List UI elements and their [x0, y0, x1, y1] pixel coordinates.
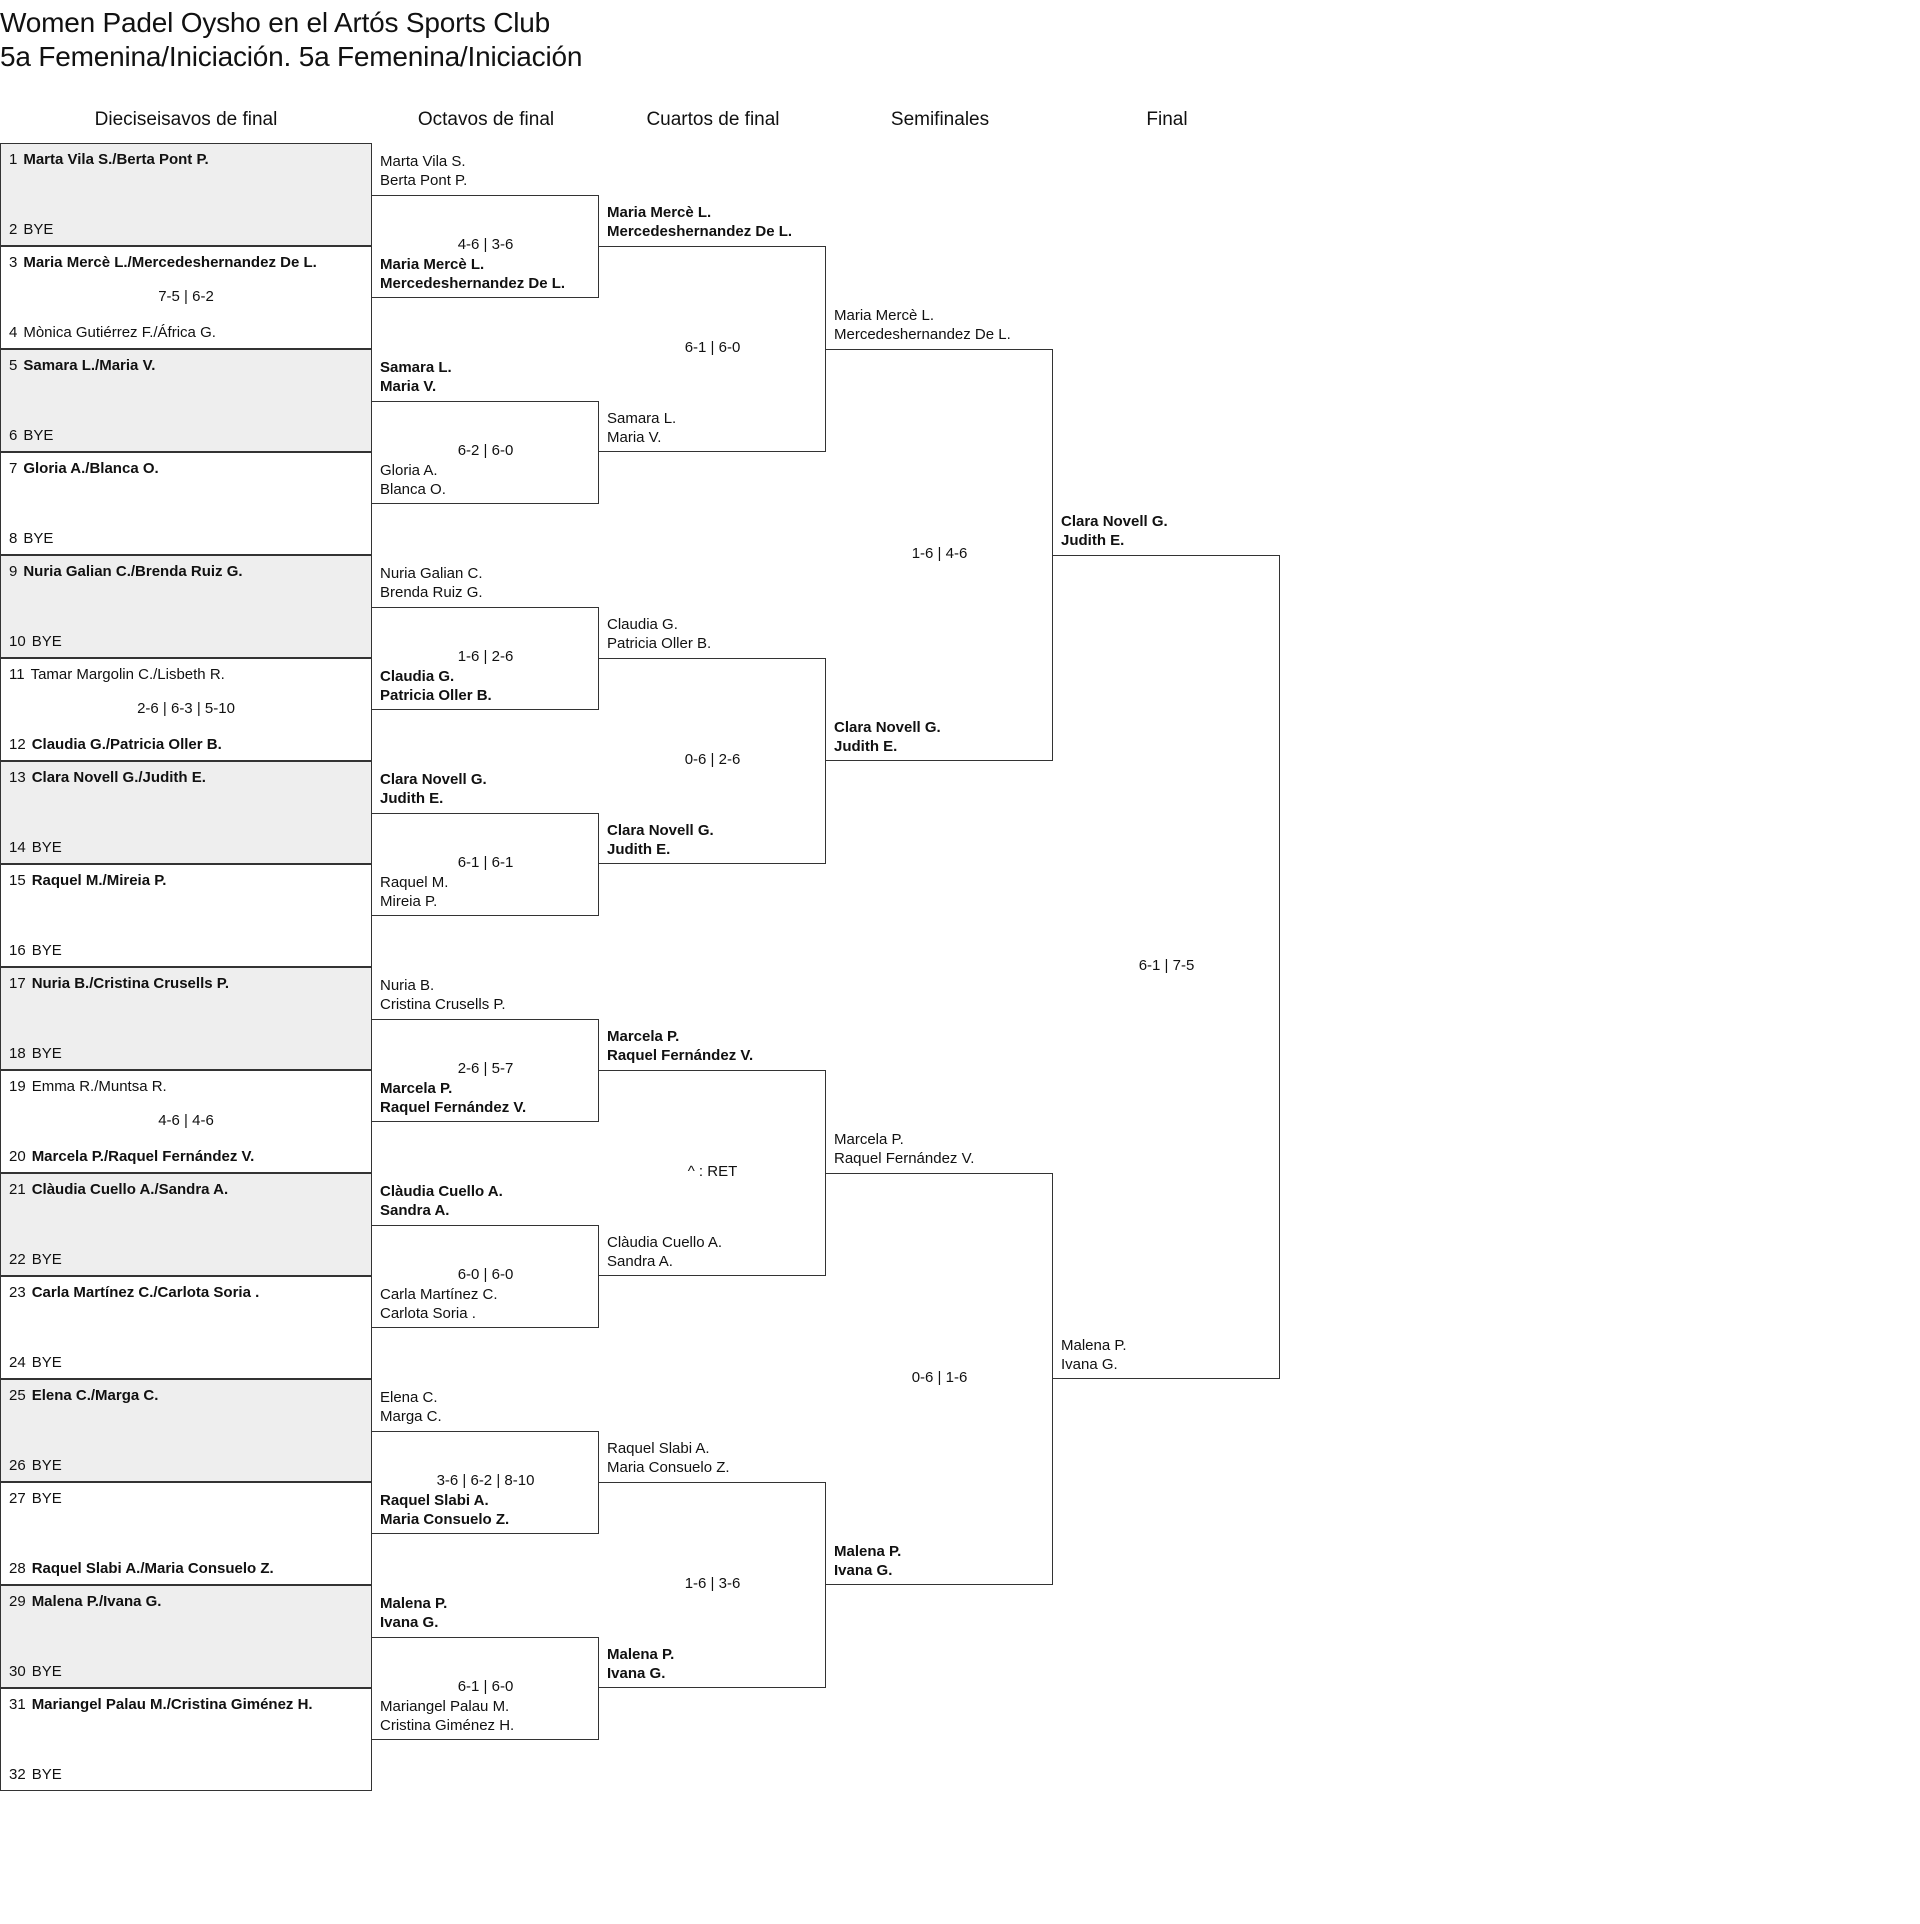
- player-name: Maria Consuelo Z.: [380, 1510, 510, 1528]
- seed-number: 9: [9, 563, 18, 580]
- player-name: Claudia G.: [380, 667, 455, 685]
- match-box: [0, 1276, 372, 1379]
- pair-entry[interactable]: [380, 1491, 593, 1529]
- player-name: Malena P.: [1061, 1337, 1127, 1354]
- player-name: Raquel M.: [380, 873, 449, 891]
- team-name[interactable]: BYE: [23, 427, 54, 444]
- pair-entry[interactable]: [380, 976, 593, 1014]
- seed-number: 29: [9, 1593, 26, 1610]
- team-name[interactable]: Raquel M./Mireia P.: [31, 872, 167, 889]
- player-name: Patricia Oller B.: [607, 635, 712, 652]
- team-line: [9, 427, 53, 444]
- player-name: Mireia P.: [380, 892, 438, 910]
- match-score: 6-1 | 7-5: [1138, 957, 1195, 974]
- match-box: [0, 864, 372, 967]
- player-name: Maria Mercè L.: [607, 204, 712, 221]
- pair-entry[interactable]: [380, 1388, 593, 1426]
- player-name: Judith E.: [380, 789, 444, 807]
- player-name: Mercedeshernandez De L.: [607, 223, 793, 240]
- match-score: 4-6 | 3-6: [457, 236, 514, 253]
- team-name[interactable]: BYE: [31, 1457, 62, 1474]
- pair-entry[interactable]: [607, 409, 820, 447]
- team-name[interactable]: BYE: [31, 1354, 62, 1371]
- player-name: Mercedeshernandez De L.: [380, 274, 566, 292]
- team-line: [9, 1387, 158, 1404]
- team-line: [9, 872, 166, 889]
- seed-number: 10: [9, 633, 26, 650]
- team-name[interactable]: BYE: [31, 1251, 62, 1268]
- match-score: 4-6 | 4-6: [158, 1112, 214, 1129]
- team-name[interactable]: Gloria A./Blanca O.: [23, 460, 159, 477]
- team-line: [9, 1696, 313, 1713]
- match-score: ^ : RET: [687, 1163, 738, 1180]
- round-header: Octavos de final: [417, 109, 555, 130]
- team-name[interactable]: BYE: [23, 530, 54, 547]
- player-name: Blanca O.: [380, 480, 446, 498]
- player-name: Clara Novell G.: [834, 719, 941, 736]
- match-score: 3-6 | 6-2 | 8-10: [436, 1472, 535, 1489]
- seed-number: 22: [9, 1251, 26, 1268]
- tournament-title: Women Padel Oysho en el Artós Sports Club: [0, 7, 551, 38]
- player-name: Malena P.: [834, 1543, 902, 1560]
- team-name[interactable]: Marcela P./Raquel Fernández V.: [31, 1148, 255, 1165]
- player-name: Elena C.: [380, 1388, 438, 1406]
- player-name: Marcela P.: [834, 1131, 904, 1148]
- player-name: Clara Novell G.: [607, 822, 714, 839]
- seed-number: 27: [9, 1490, 26, 1507]
- player-name: Raquel Fernández V.: [607, 1047, 754, 1064]
- pair-entry[interactable]: [380, 1182, 593, 1220]
- player-name: Marcela P.: [607, 1028, 680, 1045]
- team-name[interactable]: Malena P./Ivana G.: [31, 1593, 162, 1610]
- pair-entry[interactable]: [380, 1594, 593, 1632]
- player-name: Sandra A.: [607, 1253, 673, 1270]
- player-name: Mercedeshernandez De L.: [834, 326, 1011, 343]
- player-name: Marta Vila S.: [380, 152, 466, 170]
- player-name: Maria Mercè L.: [834, 307, 935, 324]
- team-line: [9, 1663, 62, 1680]
- pair-entry[interactable]: [380, 461, 593, 499]
- seed-number: 11: [9, 666, 25, 683]
- seed-number: 24: [9, 1354, 26, 1371]
- pair-entry[interactable]: [834, 718, 1047, 756]
- match-score: 2-6 | 6-3 | 5-10: [137, 700, 235, 717]
- pair-entry[interactable]: [834, 306, 1047, 344]
- team-line: [9, 1284, 259, 1301]
- match-score: 6-2 | 6-0: [457, 442, 514, 459]
- round-header: Final: [1146, 109, 1188, 130]
- category-title: 5a Femenina/Iniciación. 5a Femenina/Iniciación: [0, 41, 583, 72]
- player-name: Raquel Fernández V.: [380, 1098, 527, 1116]
- team-line: [9, 975, 229, 992]
- seed-number: 28: [9, 1560, 26, 1577]
- match-box: [0, 761, 372, 864]
- player-name: Ivana G.: [380, 1613, 439, 1631]
- pair-entry[interactable]: [380, 358, 593, 396]
- player-name: Patricia Oller B.: [380, 686, 492, 704]
- round-header: Dieciseisavos de final: [94, 109, 278, 130]
- team-name[interactable]: Marta Vila S./Berta Pont P.: [23, 151, 209, 168]
- player-name: Judith E.: [607, 841, 671, 858]
- team-name[interactable]: BYE: [31, 1663, 62, 1680]
- seed-number: 3: [9, 254, 18, 271]
- pair-entry[interactable]: [607, 821, 820, 859]
- seed-number: 25: [9, 1387, 26, 1404]
- match-box: [0, 555, 372, 658]
- pair-entry[interactable]: [380, 564, 593, 602]
- team-line: [9, 666, 225, 683]
- team-line: [9, 633, 62, 650]
- player-name: Nuria B.: [380, 976, 435, 994]
- seed-number: 1: [9, 151, 18, 168]
- seed-number: 26: [9, 1457, 26, 1474]
- pair-entry[interactable]: [607, 1027, 820, 1065]
- player-name: Maria Consuelo Z.: [607, 1459, 730, 1476]
- seed-number: 31: [9, 1696, 26, 1713]
- team-line: [9, 460, 159, 477]
- team-name[interactable]: Samara L./Maria V.: [23, 357, 156, 374]
- player-name: Maria V.: [607, 429, 662, 446]
- player-name: Nuria Galian C.: [380, 564, 483, 582]
- player-name: Mariangel Palau M.: [380, 1697, 510, 1715]
- team-name[interactable]: BYE: [31, 1490, 62, 1507]
- team-line: [9, 1457, 62, 1474]
- match-score: 0-6 | 1-6: [911, 1369, 968, 1386]
- team-line: [9, 942, 62, 959]
- player-name: Raquel Fernández V.: [834, 1150, 975, 1167]
- pair-entry[interactable]: [607, 615, 820, 653]
- player-name: Raquel Slabi A.: [380, 1491, 489, 1509]
- team-line: [9, 769, 206, 786]
- player-name: Claudia G.: [607, 616, 678, 633]
- match-box: [0, 1173, 372, 1276]
- player-name: Cristina Crusells P.: [380, 995, 506, 1013]
- seed-number: 19: [9, 1078, 26, 1095]
- player-name: Clàudia Cuello A.: [607, 1234, 723, 1251]
- player-name: Maria V.: [380, 377, 437, 395]
- player-name: Gloria A.: [380, 461, 438, 479]
- team-name[interactable]: Mariangel Palau M./Cristina Giménez H.: [31, 1696, 313, 1713]
- player-name: Judith E.: [834, 738, 898, 755]
- pair-entry[interactable]: [380, 873, 593, 911]
- player-name: Maria Mercè L.: [380, 255, 485, 273]
- player-name: Carlota Soria .: [380, 1304, 476, 1322]
- seed-number: 17: [9, 975, 26, 992]
- match-box: [0, 1482, 372, 1585]
- pair-entry[interactable]: [607, 203, 820, 241]
- player-name: Brenda Ruiz G.: [380, 583, 483, 601]
- seed-number: 6: [9, 427, 18, 444]
- team-name[interactable]: BYE: [31, 839, 62, 856]
- player-name: Sandra A.: [380, 1201, 450, 1219]
- match-box: [0, 658, 372, 761]
- match-box: [0, 349, 372, 452]
- player-name: Ivana G.: [834, 1562, 893, 1579]
- team-line: [9, 1181, 228, 1198]
- team-name[interactable]: Claudia G./Patricia Oller B.: [31, 736, 222, 753]
- team-name[interactable]: Mònica Gutiérrez F./África G.: [23, 324, 216, 341]
- seed-number: 21: [9, 1181, 26, 1198]
- pair-entry[interactable]: [607, 1439, 820, 1477]
- match-score: 1-6 | 3-6: [684, 1575, 741, 1592]
- player-name: Clàudia Cuello A.: [380, 1182, 503, 1200]
- match-score: 6-0 | 6-0: [457, 1266, 514, 1283]
- match-score: 1-6 | 2-6: [457, 648, 514, 665]
- pair-entry[interactable]: [607, 1645, 820, 1683]
- pair-entry[interactable]: [834, 1130, 1047, 1168]
- match-score: 2-6 | 5-7: [457, 1060, 514, 1077]
- seed-number: 20: [9, 1148, 26, 1165]
- seed-number: 13: [9, 769, 26, 786]
- seed-number: 14: [9, 839, 26, 856]
- team-line: [9, 1766, 62, 1783]
- player-name: Clara Novell G.: [380, 770, 487, 788]
- player-name: Marga C.: [380, 1407, 442, 1425]
- team-line: [9, 1078, 167, 1095]
- player-name: Clara Novell G.: [1061, 513, 1168, 530]
- team-name[interactable]: Carla Martínez C./Carlota Soria .: [31, 1284, 260, 1301]
- team-line: [9, 1251, 62, 1268]
- team-name[interactable]: Raquel Slabi A./Maria Consuelo Z.: [31, 1560, 274, 1577]
- seed-number: 16: [9, 942, 26, 959]
- team-line: [9, 1593, 161, 1610]
- match-score: 0-6 | 2-6: [684, 751, 741, 768]
- seed-number: 18: [9, 1045, 26, 1062]
- team-line: [9, 151, 209, 168]
- seed-number: 15: [9, 872, 26, 889]
- match-score: 7-5 | 6-2: [158, 288, 214, 305]
- team-line: [9, 736, 222, 753]
- pair-entry[interactable]: [834, 1542, 1047, 1580]
- match-box: [0, 452, 372, 555]
- match-score: 6-1 | 6-0: [684, 339, 741, 356]
- team-line: [9, 839, 62, 856]
- seed-number: 23: [9, 1284, 26, 1301]
- player-name: Marcela P.: [380, 1079, 453, 1097]
- seed-number: 8: [9, 530, 18, 547]
- team-line: [9, 563, 243, 580]
- pair-entry[interactable]: [380, 1697, 593, 1735]
- pair-entry[interactable]: [607, 1233, 820, 1271]
- team-line: [9, 1560, 274, 1577]
- team-line: [9, 1045, 62, 1062]
- match-box: [0, 967, 372, 1070]
- player-name: Raquel Slabi A.: [607, 1440, 710, 1457]
- team-line: [9, 530, 53, 547]
- team-line: [9, 1354, 62, 1371]
- seed-number: 2: [9, 221, 18, 238]
- team-name[interactable]: Nuria Galian C./Brenda Ruiz G.: [23, 563, 243, 580]
- team-name[interactable]: BYE: [31, 1766, 62, 1783]
- seed-number: 7: [9, 460, 18, 477]
- team-name[interactable]: BYE: [31, 942, 62, 959]
- round-header: Semifinales: [890, 109, 990, 130]
- player-name: Carla Martínez C.: [380, 1285, 498, 1303]
- player-name: Malena P.: [380, 1594, 448, 1612]
- team-name[interactable]: Clara Novell G./Judith E.: [31, 769, 206, 786]
- team-name[interactable]: BYE: [31, 633, 62, 650]
- team-name[interactable]: BYE: [23, 221, 54, 238]
- player-name: Malena P.: [607, 1646, 675, 1663]
- seed-number: 12: [9, 736, 26, 753]
- team-name[interactable]: Clàudia Cuello A./Sandra A.: [31, 1181, 229, 1198]
- match-score: 1-6 | 4-6: [911, 545, 968, 562]
- team-line: [9, 1490, 62, 1507]
- seed-number: 5: [9, 357, 18, 374]
- team-line: [9, 324, 216, 341]
- match-box: [0, 1379, 372, 1482]
- pair-entry[interactable]: [1061, 1336, 1274, 1374]
- pair-entry[interactable]: [380, 770, 593, 808]
- match-box: [0, 1585, 372, 1688]
- player-name: Berta Pont P.: [380, 171, 468, 189]
- team-line: [9, 357, 155, 374]
- seed-number: 4: [9, 324, 18, 341]
- pair-entry[interactable]: [380, 1285, 593, 1323]
- pair-entry[interactable]: [1061, 512, 1274, 550]
- match-box: [0, 143, 372, 246]
- team-line: [9, 1148, 254, 1165]
- pair-entry[interactable]: [380, 255, 593, 293]
- match-score: 6-1 | 6-0: [457, 1678, 514, 1695]
- match-box: [0, 1688, 372, 1791]
- player-name: Ivana G.: [607, 1665, 666, 1682]
- team-name[interactable]: Tamar Margolin C./Lisbeth R.: [30, 666, 225, 683]
- match-box: [0, 1070, 372, 1173]
- pair-entry[interactable]: [380, 152, 593, 190]
- player-name: Samara L.: [607, 410, 677, 427]
- seed-number: 30: [9, 1663, 26, 1680]
- team-name[interactable]: Nuria B./Cristina Crusells P.: [31, 975, 229, 992]
- player-name: Cristina Giménez H.: [380, 1716, 515, 1734]
- round-header: Cuartos de final: [646, 109, 780, 130]
- player-name: Samara L.: [380, 358, 452, 376]
- player-name: Judith E.: [1061, 532, 1125, 549]
- pair-entry[interactable]: [380, 667, 593, 705]
- match-box: [0, 246, 372, 349]
- team-name[interactable]: Maria Mercè L./Mercedeshernandez De L.: [23, 254, 317, 271]
- match-score: 6-1 | 6-1: [457, 854, 514, 871]
- seed-number: 32: [9, 1766, 26, 1783]
- pair-entry[interactable]: [380, 1079, 593, 1117]
- team-line: [9, 221, 53, 238]
- team-name[interactable]: Emma R./Muntsa R.: [31, 1078, 167, 1095]
- team-line: [9, 254, 317, 271]
- team-name[interactable]: Elena C./Marga C.: [31, 1387, 159, 1404]
- player-name: Ivana G.: [1061, 1356, 1118, 1373]
- team-name[interactable]: BYE: [31, 1045, 62, 1062]
